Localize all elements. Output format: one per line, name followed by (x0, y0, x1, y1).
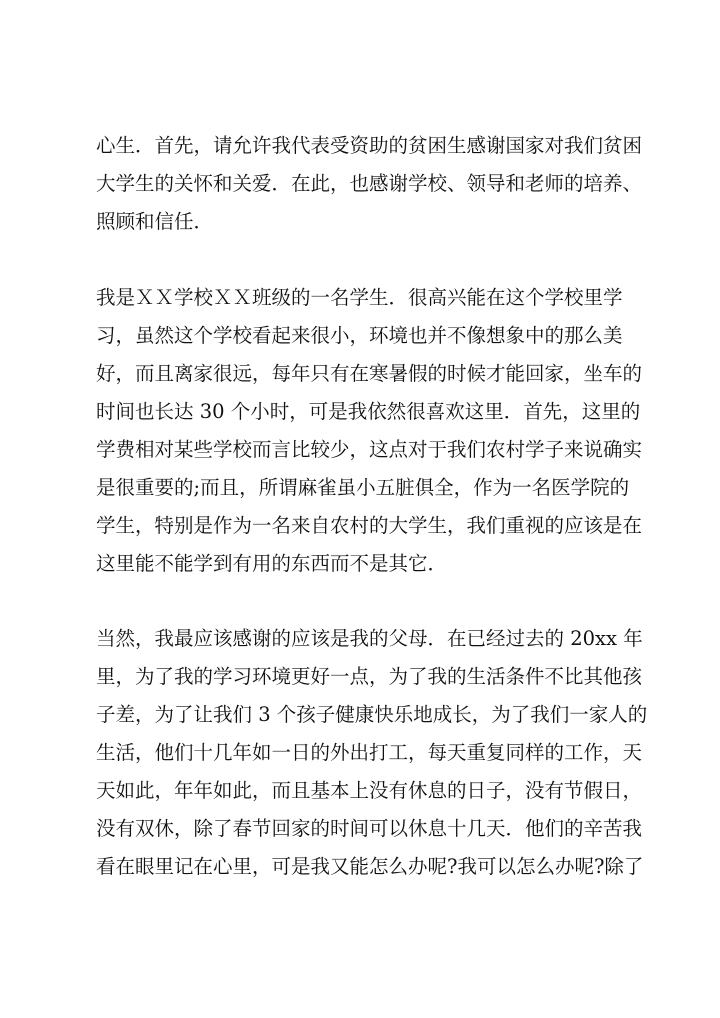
text-line: 天如此，年年如此，而且基本上没有休息的日子，没有节假日， (96, 779, 643, 802)
paragraph-gratitude-intro (96, 127, 656, 241)
text-line: 看在眼里记在心里，可是我又能怎么办呢?我可以怎么办呢?除了 (96, 855, 644, 878)
text-line: 生活，他们十几年如一日的外出打工，每天重复同样的工作，天 (96, 741, 643, 764)
text-line: 是很重要的;而且，所谓麻雀虽小五脏俱全，作为一名医学院的 (96, 476, 630, 499)
text-line: 时间也长达 30 个小时，可是我依然很喜欢这里．首先，这里的 (96, 400, 641, 423)
paragraph-about-parents (96, 620, 656, 886)
text-line: 学费相对某些学校而言比较少，这点对于我们农村学子来说确实 (96, 438, 643, 461)
text-line: 照顾和信任． (96, 210, 214, 233)
text-line: 学生，特别是作为一名来自农村的大学生，我们重视的应该是在 (96, 514, 643, 537)
text-line: 当然，我最应该感谢的应该是我的父母．在已经过去的 20xx 年 (96, 627, 643, 650)
text-line: 我是ＸＸ学校ＸＸ班级的一名学生．很高兴能在这个学校里学 (96, 286, 623, 309)
text-line: 这里能不能学到有用的东西而不是其它． (96, 552, 448, 575)
text-line: 好，而且离家很远，每年只有在寒暑假的时候才能回家，坐车的 (96, 362, 643, 385)
text-line: 大学生的关怀和关爱．在此，也感谢学校、领导和老师的培养、 (96, 172, 643, 195)
text-line: 习，虽然这个学校看起来很小，环境也并不像想象中的那么美 (96, 324, 623, 347)
text-line: 子差，为了让我们 3 个孩子健康快乐地成长，为了我们一家人的 (96, 703, 648, 726)
text-line: 心生．首先，请允许我代表受资助的贫困生感谢国家对我们贫困 (96, 134, 643, 157)
text-line: 里，为了我的学习环境更好一点，为了我的生活条件不比其他孩 (96, 665, 643, 688)
text-line: 没有双休，除了春节回家的时间可以休息十几天．他们的辛苦我 (96, 817, 643, 840)
paragraph-about-school (96, 279, 656, 583)
